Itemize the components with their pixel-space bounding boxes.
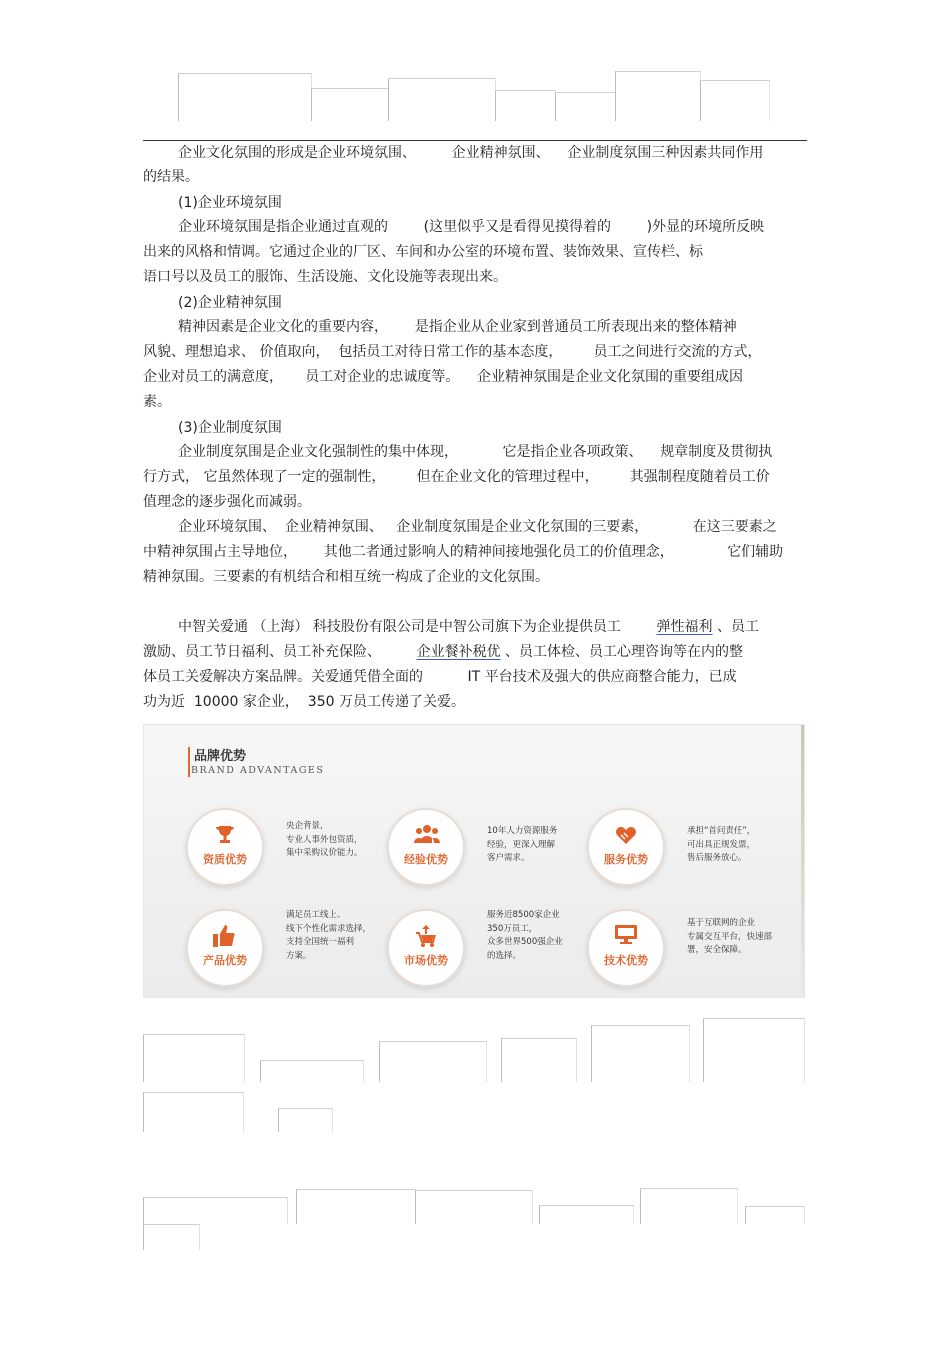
paragraph-line: 企业环境氛围是指企业通过直观的 (这里似乎又是看得见摸得着的 )外显的环境所反映	[178, 219, 765, 235]
scan-artifact	[703, 1018, 805, 1082]
advantage-circle	[186, 909, 264, 987]
paragraph-line: 素。	[143, 394, 171, 410]
scan-artifact	[143, 1092, 244, 1132]
scan-artifact	[501, 1038, 577, 1082]
advantage-circle	[186, 808, 264, 886]
scan-artifact	[278, 1108, 333, 1132]
advantage-desc: 承担“首问责任”， 可出具正规发票， 售后服务放心。	[687, 826, 756, 863]
scan-artifact	[143, 1224, 200, 1250]
scan-artifact	[700, 80, 770, 121]
advantage-circle	[387, 909, 465, 987]
scan-artifact	[415, 1190, 533, 1224]
scan-artifact	[555, 92, 616, 121]
paragraph-line: 精神氛围。三要素的有机结合和相互统一构成了企业的文化氛围。	[143, 569, 549, 585]
scan-artifact	[178, 73, 312, 121]
paragraph-line: 行方式， 它虽然体现了一定的强制性， 但在企业文化的管理过程中， 其强制程度随着员工价	[143, 469, 770, 485]
advantage-label: 市场优势	[404, 954, 448, 967]
scan-artifact	[745, 1206, 805, 1224]
advantage-circle	[587, 808, 665, 886]
advantage-circle	[587, 909, 665, 987]
section-heading: (1)企业环境氛围	[178, 195, 282, 211]
advantage-label: 资质优势	[203, 853, 247, 866]
paragraph-line: 精神因素是企业文化的重要内容， 是指企业从企业家到普通员工所表现出来的整体精神	[178, 319, 737, 335]
link-flexible-benefits[interactable]: 弹性福利	[656, 619, 713, 635]
scan-artifact	[591, 1025, 690, 1082]
cart-icon	[414, 924, 438, 948]
paragraph-line: 激励、员工节日福利、员工补充保险、 企业餐补税优 、员工体检、员工心理咨询等在内的整	[143, 644, 744, 660]
banner-edge	[801, 725, 804, 997]
advantage-desc: 满足员工线上、 线下个性化需求选择， 支持全国统一福利 方案。	[286, 910, 372, 961]
paragraph-line: 值理念的逐步强化而减弱。	[143, 494, 311, 510]
paragraph-line: 企业对员工的满意度， 员工对企业的忠诚度等。 企业精神氛围是企业文化氛围的重要组成因	[143, 369, 744, 385]
paragraph-line: 风貌、理想追求、 价值取向， 包括员工对待日常工作的基本态度， 员工之间进行交流的方式，	[143, 344, 762, 360]
title-accent-bar	[188, 747, 190, 777]
scan-artifact	[296, 1189, 416, 1224]
scan-artifact	[388, 78, 496, 121]
advantage-desc: 央企背景， 专业人事外包资质， 集中采购议价能力。	[286, 821, 363, 858]
advantage-label: 经验优势	[404, 853, 448, 866]
paragraph-line: 中智关爱通 （上海） 科技股份有限公司是中智公司旗下为企业提供员工 弹性福利 、员工	[178, 619, 759, 635]
paragraph-line: 中精神氛围占主导地位， 其他二者通过影响人的精神间接地强化员工的价值理念， 它们辅助	[143, 544, 784, 560]
handshake-icon	[614, 823, 638, 845]
banner-subtitle: BRAND ADVANTAGES	[191, 765, 325, 776]
scan-artifact	[260, 1060, 364, 1082]
scan-artifact	[640, 1188, 738, 1224]
header-rule	[143, 140, 807, 141]
advantage-circle	[387, 808, 465, 886]
scan-artifact	[615, 71, 701, 121]
paragraph-line: 企业制度氛围是企业文化强制性的集中体现， 它是指企业各项政策、 规章制度及贯彻执	[178, 444, 773, 460]
monitor-icon	[614, 924, 638, 946]
paragraph-line: 企业环境氛围、 企业精神氛围、 企业制度氛围是企业文化氛围的三要素， 在这三要素之	[178, 519, 777, 535]
paragraph-line: 企业文化氛围的形成是企业环境氛围、 企业精神氛围、 企业制度氛围三种因素共同作用	[178, 145, 764, 161]
advantage-label: 服务优势	[604, 853, 648, 866]
scan-artifact	[379, 1041, 487, 1082]
link-meal-tax[interactable]: 企业餐补税优	[416, 644, 501, 660]
paragraph-line: 出来的风格和情调。它通过企业的厂区、车间和办公室的环境布置、装饰效果、宣传栏、标	[143, 244, 703, 260]
section-heading: (2)企业精神氛围	[178, 295, 282, 311]
brand-advantages-banner	[143, 724, 805, 998]
paragraph-line: 体员工关爱解决方案品牌。关爱通凭借全面的 IT 平台技术及强大的供应商整合能力，已成	[143, 669, 737, 685]
scan-artifact	[143, 1034, 245, 1082]
advantage-desc: 基于互联网的企业 专属交互平台，快速部 署，安全保障。	[687, 918, 773, 955]
thumbs-up-icon	[213, 924, 235, 948]
banner-title: 品牌优势	[194, 749, 247, 764]
scan-artifact	[143, 1197, 288, 1224]
paragraph-line: 语口号以及员工的服饰、生活设施、文化设施等表现出来。	[143, 269, 507, 285]
section-heading: (3)企业制度氛围	[178, 420, 282, 436]
trophy-icon	[213, 823, 237, 847]
paragraph-line: 功为近 10000 家企业， 350 万员工传递了关爱。	[143, 694, 465, 710]
scan-artifact	[311, 88, 389, 121]
advantage-desc: 10年人力资源服务 经验，更深入理解 客户需求。	[487, 826, 558, 863]
paragraph-line: 的结果。	[143, 169, 199, 185]
advantage-desc: 服务近8500家企业 350万员工， 众多世界500强企业 的选择。	[487, 910, 563, 961]
scan-artifact	[539, 1205, 634, 1224]
team-icon	[414, 823, 440, 847]
advantage-label: 产品优势	[203, 954, 247, 967]
advantage-label: 技术优势	[604, 954, 648, 967]
scan-artifact	[495, 90, 556, 121]
